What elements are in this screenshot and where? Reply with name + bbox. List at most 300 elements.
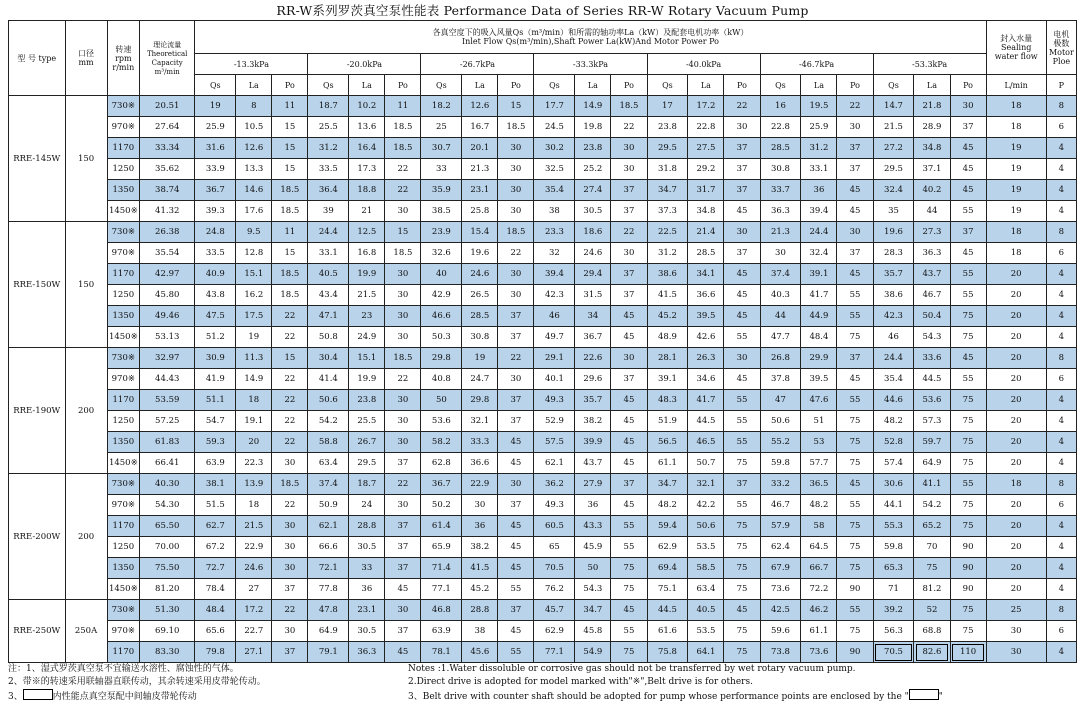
- value-cell: 30: [498, 369, 534, 390]
- value-cell: 55: [950, 201, 986, 222]
- table-row: [9, 390, 1077, 411]
- value-cell: 75: [837, 537, 873, 558]
- rpm-cell: 730※: [107, 222, 139, 243]
- value-cell: 18.5: [272, 201, 308, 222]
- value-cell: 37.8: [760, 369, 801, 390]
- value-cell: 48.3: [647, 390, 688, 411]
- value-cell: 19.9: [349, 369, 385, 390]
- value-cell: 48.9: [647, 327, 688, 348]
- value-cell: 25.2: [575, 159, 611, 180]
- value-cell: 37: [385, 537, 421, 558]
- value-cell: 27.5: [688, 138, 724, 159]
- capacity-cell: 32.97: [140, 348, 195, 369]
- value-cell: 15.1: [236, 264, 272, 285]
- value-cell: 90: [837, 579, 873, 600]
- value-cell: 59.7: [914, 432, 950, 453]
- rpm-cell: 1350: [107, 558, 139, 579]
- value-cell: 13.9: [236, 474, 272, 495]
- rpm-cell: 1450※: [107, 327, 139, 348]
- value-cell: 34.7: [647, 180, 688, 201]
- value-cell: 50.6: [308, 390, 349, 411]
- vacuum-level-header: -40.0kPa: [647, 54, 760, 75]
- value-cell: 30: [498, 201, 534, 222]
- value-cell: 45: [498, 516, 534, 537]
- value-cell: 30: [272, 621, 308, 642]
- value-cell: 37: [498, 495, 534, 516]
- value-cell: 45: [950, 243, 986, 264]
- sub-col-header: Qs: [760, 75, 801, 96]
- value-cell: 43.3: [575, 516, 611, 537]
- value-cell: 75: [950, 411, 986, 432]
- value-cell: 42.6: [688, 327, 724, 348]
- value-cell: 66.6: [308, 537, 349, 558]
- col-header-poles: [1046, 21, 1076, 75]
- value-cell: 30: [498, 159, 534, 180]
- value-cell: 110: [950, 642, 986, 663]
- value-cell: 17.6: [236, 201, 272, 222]
- value-cell: 51.9: [647, 411, 688, 432]
- sub-col-header: La: [575, 75, 611, 96]
- notes-chinese: [8, 663, 266, 704]
- value-cell: 19: [462, 348, 498, 369]
- poles-cell: 4: [1046, 264, 1076, 285]
- rpm-cell: 1250: [107, 285, 139, 306]
- value-cell: 30: [385, 600, 421, 621]
- value-cell: 31.2: [308, 138, 349, 159]
- value-cell: 30: [837, 117, 873, 138]
- vacuum-level-header: -46.7kPa: [760, 54, 873, 75]
- value-cell: 30: [385, 327, 421, 348]
- rpm-cell: 1450※: [107, 453, 139, 474]
- value-cell: 9.5: [236, 222, 272, 243]
- value-cell: 65: [534, 537, 575, 558]
- value-cell: 45.6: [462, 642, 498, 663]
- capacity-header-text: 理论流量 Theoretical Capacity m³/min: [147, 41, 188, 76]
- vacuum-level-header: -26.7kPa: [421, 54, 534, 75]
- value-cell: 28.9: [914, 117, 950, 138]
- value-cell: 32.1: [688, 474, 724, 495]
- note-en-2: 2.Direct drive is adopted for model marked with"※",Belt drive is for others.: [408, 677, 753, 687]
- rpm-cell: 1250: [107, 411, 139, 432]
- value-cell: 37: [385, 558, 421, 579]
- value-cell: 56.3: [873, 621, 914, 642]
- poles-cell: 4: [1046, 558, 1076, 579]
- poles-header-text: 电机 极数 Motor Ploe: [1048, 29, 1074, 66]
- value-cell: 33.1: [308, 243, 349, 264]
- value-cell: 18.5: [611, 96, 647, 117]
- value-cell: 23.8: [647, 117, 688, 138]
- value-cell: 24.4: [873, 348, 914, 369]
- value-cell: 81.2: [914, 579, 950, 600]
- value-cell: 14.9: [575, 96, 611, 117]
- value-cell: 24.4: [801, 222, 837, 243]
- value-cell: 34.1: [688, 264, 724, 285]
- value-cell: 62.4: [760, 537, 801, 558]
- value-cell: 30: [724, 348, 760, 369]
- value-cell: 45.9: [575, 537, 611, 558]
- value-cell: 12.5: [349, 222, 385, 243]
- value-cell: 75: [950, 495, 986, 516]
- value-cell: 39.1: [647, 369, 688, 390]
- value-cell: 37: [498, 411, 534, 432]
- value-cell: 52: [914, 600, 950, 621]
- value-cell: 32.1: [462, 411, 498, 432]
- value-cell: 30: [498, 285, 534, 306]
- water-cell: 18: [986, 96, 1046, 117]
- value-cell: 37: [498, 327, 534, 348]
- value-cell: 46.7: [914, 285, 950, 306]
- value-cell: 30: [385, 495, 421, 516]
- value-cell: 40.5: [308, 264, 349, 285]
- sub-col-header: La: [462, 75, 498, 96]
- value-cell: 78.1: [421, 642, 462, 663]
- value-cell: 57.7: [801, 453, 837, 474]
- value-cell: 18.8: [349, 180, 385, 201]
- value-cell: 55.3: [873, 516, 914, 537]
- value-cell: 42.9: [421, 285, 462, 306]
- sub-col-header: Qs: [647, 75, 688, 96]
- value-cell: 36.6: [688, 285, 724, 306]
- value-cell: 45: [498, 537, 534, 558]
- value-cell: 22.8: [688, 117, 724, 138]
- capacity-cell: 49.46: [140, 306, 195, 327]
- value-cell: 45.7: [534, 600, 575, 621]
- col-header-water: [986, 21, 1046, 75]
- value-cell: 38.2: [575, 411, 611, 432]
- value-cell: 18.5: [498, 222, 534, 243]
- value-cell: 36.3: [349, 642, 385, 663]
- model-cell: RRE-150W: [9, 222, 66, 348]
- sub-col-header: Qs: [195, 75, 236, 96]
- value-cell: 45: [498, 558, 534, 579]
- value-cell: 50: [421, 390, 462, 411]
- value-cell: 27.1: [236, 642, 272, 663]
- value-cell: 45.2: [647, 306, 688, 327]
- value-cell: 79.1: [308, 642, 349, 663]
- value-cell: 44: [914, 201, 950, 222]
- group-header-text: 各真空度下的吸入风量Qs（m³/min）和所需的轴功率La（kW）及配套电机功率（kW） Inlet Flow Qs(m³/min),Shaft Power La(kW)And Motor Power Po: [432, 28, 749, 46]
- table-row: [9, 432, 1077, 453]
- poles-cell: 4: [1046, 180, 1076, 201]
- value-cell: 63.9: [421, 621, 462, 642]
- value-cell: 27.2: [873, 138, 914, 159]
- value-cell: 36.4: [308, 180, 349, 201]
- value-cell: 55: [724, 327, 760, 348]
- water-cell: 20: [986, 264, 1046, 285]
- value-cell: 37: [611, 285, 647, 306]
- value-cell: 22.3: [236, 453, 272, 474]
- value-cell: 18.5: [385, 117, 421, 138]
- value-cell: 18.5: [385, 348, 421, 369]
- value-cell: 45: [837, 201, 873, 222]
- value-cell: 30: [724, 222, 760, 243]
- capacity-cell: 66.41: [140, 453, 195, 474]
- rpm-cell: 970※: [107, 369, 139, 390]
- value-cell: 28.8: [349, 516, 385, 537]
- sub-col-header: Po: [724, 75, 760, 96]
- value-cell: 17.3: [349, 159, 385, 180]
- poles-cell: 6: [1046, 621, 1076, 642]
- vacuum-level-header: -33.3kPa: [534, 54, 647, 75]
- value-cell: 63.9: [195, 453, 236, 474]
- value-cell: 33.2: [760, 474, 801, 495]
- value-cell: 57.4: [873, 453, 914, 474]
- bore-cell: 200: [65, 474, 107, 600]
- value-cell: 62.1: [308, 516, 349, 537]
- vacuum-level-header: -20.0kPa: [308, 54, 421, 75]
- value-cell: 19.9: [349, 264, 385, 285]
- value-cell: 21.4: [688, 222, 724, 243]
- value-cell: 39: [308, 201, 349, 222]
- value-cell: 23.1: [349, 600, 385, 621]
- value-cell: 35.7: [873, 264, 914, 285]
- value-cell: 27.4: [575, 180, 611, 201]
- value-cell: 29.2: [688, 159, 724, 180]
- capacity-cell: 83.30: [140, 642, 195, 663]
- value-cell: 24: [349, 495, 385, 516]
- poles-cell: 8: [1046, 600, 1076, 621]
- value-cell: 24.8: [195, 222, 236, 243]
- value-cell: 41.5: [647, 285, 688, 306]
- value-cell: 39.5: [801, 369, 837, 390]
- value-cell: 70.5: [873, 642, 914, 663]
- poles-cell: 8: [1046, 96, 1076, 117]
- value-cell: 75: [837, 432, 873, 453]
- value-cell: 38.2: [462, 537, 498, 558]
- capacity-cell: 51.30: [140, 600, 195, 621]
- value-cell: 32.6: [421, 243, 462, 264]
- value-cell: 30: [498, 474, 534, 495]
- value-cell: 48.2: [647, 495, 688, 516]
- value-cell: 65.3: [873, 558, 914, 579]
- value-cell: 55: [611, 621, 647, 642]
- value-cell: 22: [837, 96, 873, 117]
- value-cell: 24.4: [308, 222, 349, 243]
- value-cell: 25: [421, 117, 462, 138]
- value-cell: 29.4: [575, 264, 611, 285]
- value-cell: 30: [837, 222, 873, 243]
- value-cell: 46.2: [801, 600, 837, 621]
- poles-unit-header: P: [1046, 75, 1076, 96]
- water-cell: 19: [986, 159, 1046, 180]
- enclosure-box-symbol: [23, 689, 53, 700]
- poles-cell: 4: [1046, 579, 1076, 600]
- value-cell: 13.6: [349, 117, 385, 138]
- value-cell: 47.5: [195, 306, 236, 327]
- value-cell: 60.5: [534, 516, 575, 537]
- col-header-capacity: [140, 21, 195, 96]
- value-cell: 32: [534, 243, 575, 264]
- value-cell: 30.2: [534, 138, 575, 159]
- value-cell: 18: [236, 495, 272, 516]
- capacity-cell: 38.74: [140, 180, 195, 201]
- value-cell: 36.7: [575, 327, 611, 348]
- value-cell: 49.3: [534, 495, 575, 516]
- value-cell: 65.9: [421, 537, 462, 558]
- value-cell: 22: [272, 306, 308, 327]
- value-cell: 73.6: [801, 642, 837, 663]
- value-cell: 10.2: [349, 96, 385, 117]
- value-cell: 24.6: [575, 243, 611, 264]
- bore-cell: 150: [65, 222, 107, 348]
- water-cell: 20: [986, 453, 1046, 474]
- value-cell: 38: [534, 201, 575, 222]
- table-row: [9, 411, 1077, 432]
- value-cell: 55: [837, 390, 873, 411]
- table-row: [9, 285, 1077, 306]
- value-cell: 18.5: [272, 285, 308, 306]
- value-cell: 75: [950, 516, 986, 537]
- value-cell: 38.6: [873, 285, 914, 306]
- value-cell: 76.2: [534, 579, 575, 600]
- value-cell: 21.3: [760, 222, 801, 243]
- value-cell: 23.8: [575, 138, 611, 159]
- value-cell: 65.6: [195, 621, 236, 642]
- value-cell: 58.5: [688, 558, 724, 579]
- value-cell: 54.2: [308, 411, 349, 432]
- value-cell: 53.5: [688, 621, 724, 642]
- value-cell: 55: [724, 432, 760, 453]
- value-cell: 61.6: [647, 621, 688, 642]
- value-cell: 14.6: [236, 180, 272, 201]
- capacity-cell: 35.62: [140, 159, 195, 180]
- value-cell: 30: [385, 285, 421, 306]
- water-cell: 20: [986, 537, 1046, 558]
- value-cell: 37.4: [760, 264, 801, 285]
- value-cell: 30.7: [421, 138, 462, 159]
- capacity-cell: 35.54: [140, 243, 195, 264]
- value-cell: 45: [724, 306, 760, 327]
- value-cell: 45.2: [462, 579, 498, 600]
- value-cell: 44.5: [647, 600, 688, 621]
- value-cell: 14.9: [236, 369, 272, 390]
- value-cell: 17.5: [236, 306, 272, 327]
- value-cell: 75: [837, 453, 873, 474]
- value-cell: 18.7: [349, 474, 385, 495]
- value-cell: 37.1: [914, 159, 950, 180]
- value-cell: 37: [272, 579, 308, 600]
- value-cell: 37: [611, 201, 647, 222]
- value-cell: 75: [724, 642, 760, 663]
- sub-col-header: Qs: [308, 75, 349, 96]
- table-row: [9, 516, 1077, 537]
- value-cell: 40.8: [421, 369, 462, 390]
- value-cell: 39.4: [534, 264, 575, 285]
- value-cell: 62.1: [534, 453, 575, 474]
- sub-col-header: La: [801, 75, 837, 96]
- table-row: [9, 159, 1077, 180]
- value-cell: 45: [611, 600, 647, 621]
- value-cell: 35: [873, 201, 914, 222]
- value-cell: 55.2: [760, 432, 801, 453]
- value-cell: 36.3: [760, 201, 801, 222]
- value-cell: 30: [385, 390, 421, 411]
- value-cell: 64.9: [308, 621, 349, 642]
- value-cell: 55: [950, 369, 986, 390]
- value-cell: 35.7: [575, 390, 611, 411]
- value-cell: 33.5: [308, 159, 349, 180]
- value-cell: 70: [914, 537, 950, 558]
- value-cell: 37: [837, 159, 873, 180]
- value-cell: 18.5: [272, 474, 308, 495]
- value-cell: 45: [837, 369, 873, 390]
- sub-col-header: Qs: [534, 75, 575, 96]
- rpm-cell: 1170: [107, 264, 139, 285]
- value-cell: 31.2: [801, 138, 837, 159]
- value-cell: 55: [837, 285, 873, 306]
- value-cell: 62.7: [195, 516, 236, 537]
- table-row: [9, 558, 1077, 579]
- sub-col-header: Po: [272, 75, 308, 96]
- value-cell: 30: [272, 537, 308, 558]
- poles-cell: 6: [1046, 117, 1076, 138]
- value-cell: 67.9: [760, 558, 801, 579]
- table-row: [9, 537, 1077, 558]
- value-cell: 12.6: [236, 138, 272, 159]
- poles-cell: 4: [1046, 432, 1076, 453]
- capacity-cell: 26.38: [140, 222, 195, 243]
- value-cell: 45: [950, 159, 986, 180]
- value-cell: 34.8: [688, 201, 724, 222]
- value-cell: 31.8: [647, 159, 688, 180]
- poles-cell: 4: [1046, 537, 1076, 558]
- value-cell: 18.7: [308, 96, 349, 117]
- value-cell: 35.9: [421, 180, 462, 201]
- value-cell: 62.9: [647, 537, 688, 558]
- value-cell: 40: [421, 264, 462, 285]
- value-cell: 33.9: [195, 159, 236, 180]
- value-cell: 49.3: [534, 390, 575, 411]
- value-cell: 45: [724, 285, 760, 306]
- water-cell: 20: [986, 516, 1046, 537]
- value-cell: 47.6: [801, 390, 837, 411]
- value-cell: 45: [724, 201, 760, 222]
- value-cell: 11: [385, 96, 421, 117]
- value-cell: 36.6: [462, 453, 498, 474]
- water-header-text: 封入水量 Sealing water flow: [994, 34, 1038, 61]
- value-cell: 37: [385, 453, 421, 474]
- value-cell: 36.2: [534, 474, 575, 495]
- water-cell: 18: [986, 243, 1046, 264]
- value-cell: 22: [385, 474, 421, 495]
- sub-col-header: Qs: [421, 75, 462, 96]
- value-cell: 50.8: [308, 327, 349, 348]
- rpm-cell: 970※: [107, 495, 139, 516]
- value-cell: 62.9: [534, 621, 575, 642]
- value-cell: 37: [837, 348, 873, 369]
- value-cell: 11.3: [236, 348, 272, 369]
- model-cell: RRE-145W: [9, 96, 66, 222]
- value-cell: 55: [498, 579, 534, 600]
- value-cell: 51.5: [195, 495, 236, 516]
- table-row: [9, 642, 1077, 663]
- value-cell: 43.7: [914, 264, 950, 285]
- water-cell: 20: [986, 348, 1046, 369]
- value-cell: 55: [498, 642, 534, 663]
- value-cell: 22: [611, 117, 647, 138]
- value-cell: 73.8: [760, 642, 801, 663]
- capacity-cell: 61.83: [140, 432, 195, 453]
- water-cell: 19: [986, 180, 1046, 201]
- value-cell: 59.8: [873, 537, 914, 558]
- table-row: [9, 369, 1077, 390]
- value-cell: 11: [272, 96, 308, 117]
- value-cell: 13.3: [236, 159, 272, 180]
- water-cell: 18: [986, 117, 1046, 138]
- value-cell: 52.8: [873, 432, 914, 453]
- value-cell: 52.9: [534, 411, 575, 432]
- value-cell: 37: [498, 600, 534, 621]
